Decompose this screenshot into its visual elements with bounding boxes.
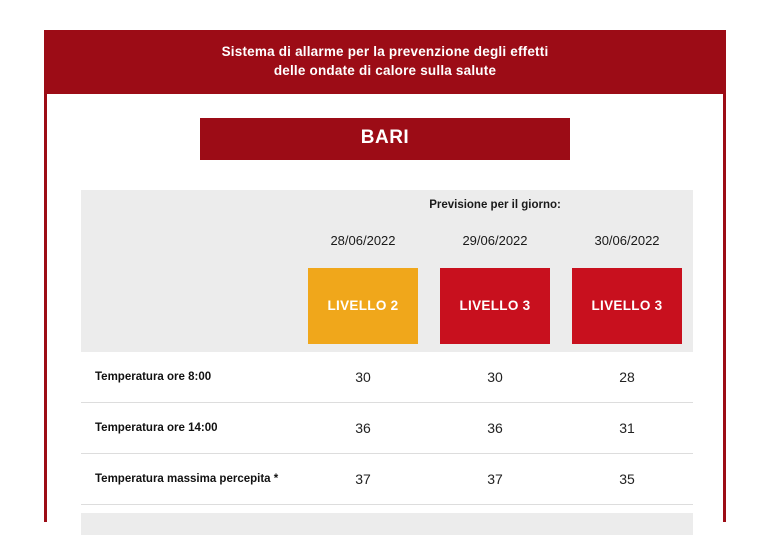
- table-row: [81, 454, 693, 505]
- row-2-value-2: 35: [561, 454, 693, 505]
- row-label-temp-8: Temperatura ore 8:00: [81, 352, 297, 403]
- dates-row-blank-cell: [81, 220, 297, 260]
- levels-row-blank-cell: [81, 260, 297, 352]
- level-cell-2: [429, 260, 561, 352]
- levels-row: [81, 260, 693, 352]
- page-title-line1: Sistema di allarme per la prevenzione degli effetti: [221, 44, 549, 59]
- page-title-line2: delle ondate di calore sulla salute: [273, 63, 497, 78]
- page-title-band: [47, 30, 723, 94]
- table-footer-cell: [81, 513, 693, 535]
- forecast-table: [81, 190, 693, 535]
- level-badge-1: LIVELLO 2: [308, 268, 418, 344]
- table-spacer-cell: [81, 505, 693, 514]
- row-0-value-2: 28: [561, 352, 693, 403]
- dates-row: [81, 220, 693, 260]
- table-row: [81, 352, 693, 403]
- document-frame: [44, 30, 726, 522]
- table-row: [81, 403, 693, 454]
- date-cell-2: 29/06/2022: [429, 220, 561, 260]
- city-banner: BARI: [200, 118, 570, 160]
- date-cell-3: 30/06/2022: [561, 220, 693, 260]
- row-1-value-1: 36: [429, 403, 561, 454]
- forecast-table-wrap: [47, 160, 723, 535]
- row-2-value-1: 37: [429, 454, 561, 505]
- table-spacer-row: [81, 505, 693, 514]
- forecast-header-blank-cell: [81, 190, 297, 220]
- row-1-value-0: 36: [297, 403, 429, 454]
- forecast-header-label: Previsione per il giorno:: [297, 190, 693, 220]
- row-1-value-2: 31: [561, 403, 693, 454]
- level-cell-3: [561, 260, 693, 352]
- row-0-value-1: 30: [429, 352, 561, 403]
- city-banner-wrap: [47, 94, 723, 160]
- date-cell-1: 28/06/2022: [297, 220, 429, 260]
- row-2-value-0: 37: [297, 454, 429, 505]
- row-0-value-0: 30: [297, 352, 429, 403]
- level-cell-1: [297, 260, 429, 352]
- row-label-temp-14: Temperatura ore 14:00: [81, 403, 297, 454]
- row-label-temp-max-percepita: Temperatura massima percepita *: [81, 454, 297, 505]
- table-footer-strip: [81, 513, 693, 535]
- level-badge-3: LIVELLO 3: [572, 268, 682, 344]
- forecast-header-row: [81, 190, 693, 220]
- level-badge-2: LIVELLO 3: [440, 268, 550, 344]
